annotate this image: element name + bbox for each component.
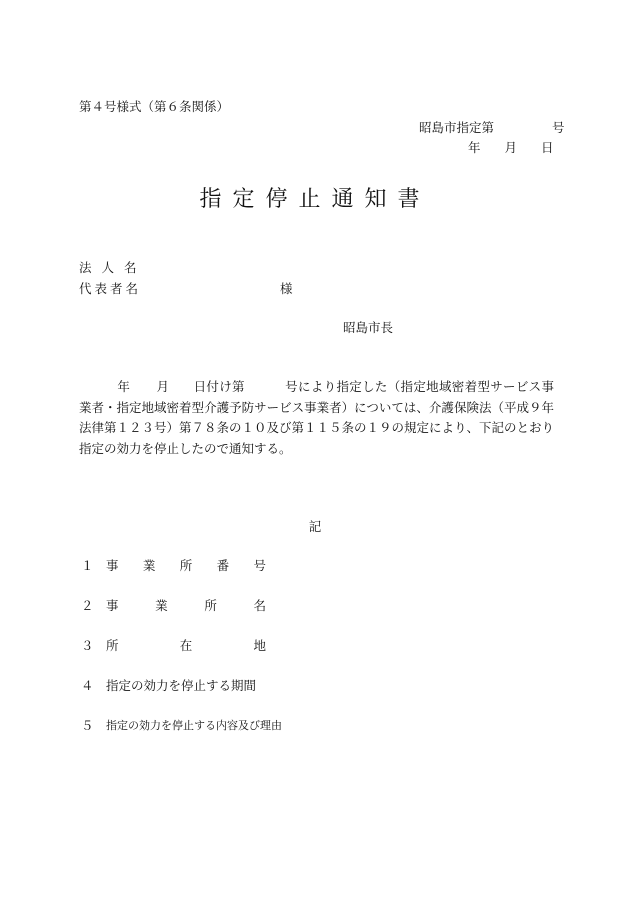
sender-mayor: 昭島市長 [343,320,394,335]
body-number-suffix: 号 [284,379,298,394]
item-number: １ [81,558,94,573]
body-month: 月 [156,379,170,394]
item-label: 事 業 所 番 号 [106,558,266,573]
item-label: 事 業 所 名 [106,598,266,613]
corporation-name-label: 法人名 [79,260,147,275]
ki-heading: 記 [308,519,322,534]
body-text: により指定した（指定地域密着型サービス事業者・指定地域密着型介護予防サービス事業者）については、介護保険法（平成９年法律第１２３号）第７８条の１０及び第１１５条の１９の規定により、下記のとおり指定の効力を停止したので通知する。 [79,379,555,456]
notice-body [79,377,554,459]
body-dated: 日付け第 [193,379,245,394]
document-title: 指定停止通知書 [199,187,431,212]
item-label: 指定の効力を停止する内容及び理由 [106,719,282,732]
notice-date [468,138,554,156]
honorific-sama: 様 [280,281,293,296]
item-label: 所 在 地 [106,638,266,653]
item-number: ４ [81,678,94,693]
designation-reference-number [419,118,565,136]
reference-suffix: 号 [552,120,565,135]
reference-prefix: 昭島市指定第 [419,120,495,135]
representative-name-label: 代表者名 [79,281,142,296]
date-month: 月 [504,140,518,155]
body-year: 年 [117,379,131,394]
item-number: ２ [81,598,94,613]
item-number: ３ [81,638,94,653]
date-day: 日 [541,140,554,155]
item-number: ５ [81,718,94,733]
form-number: 第４号様式（第６条関係） [79,99,230,114]
date-year: 年 [468,140,481,155]
item-label: 指定の効力を停止する期間 [106,678,257,693]
